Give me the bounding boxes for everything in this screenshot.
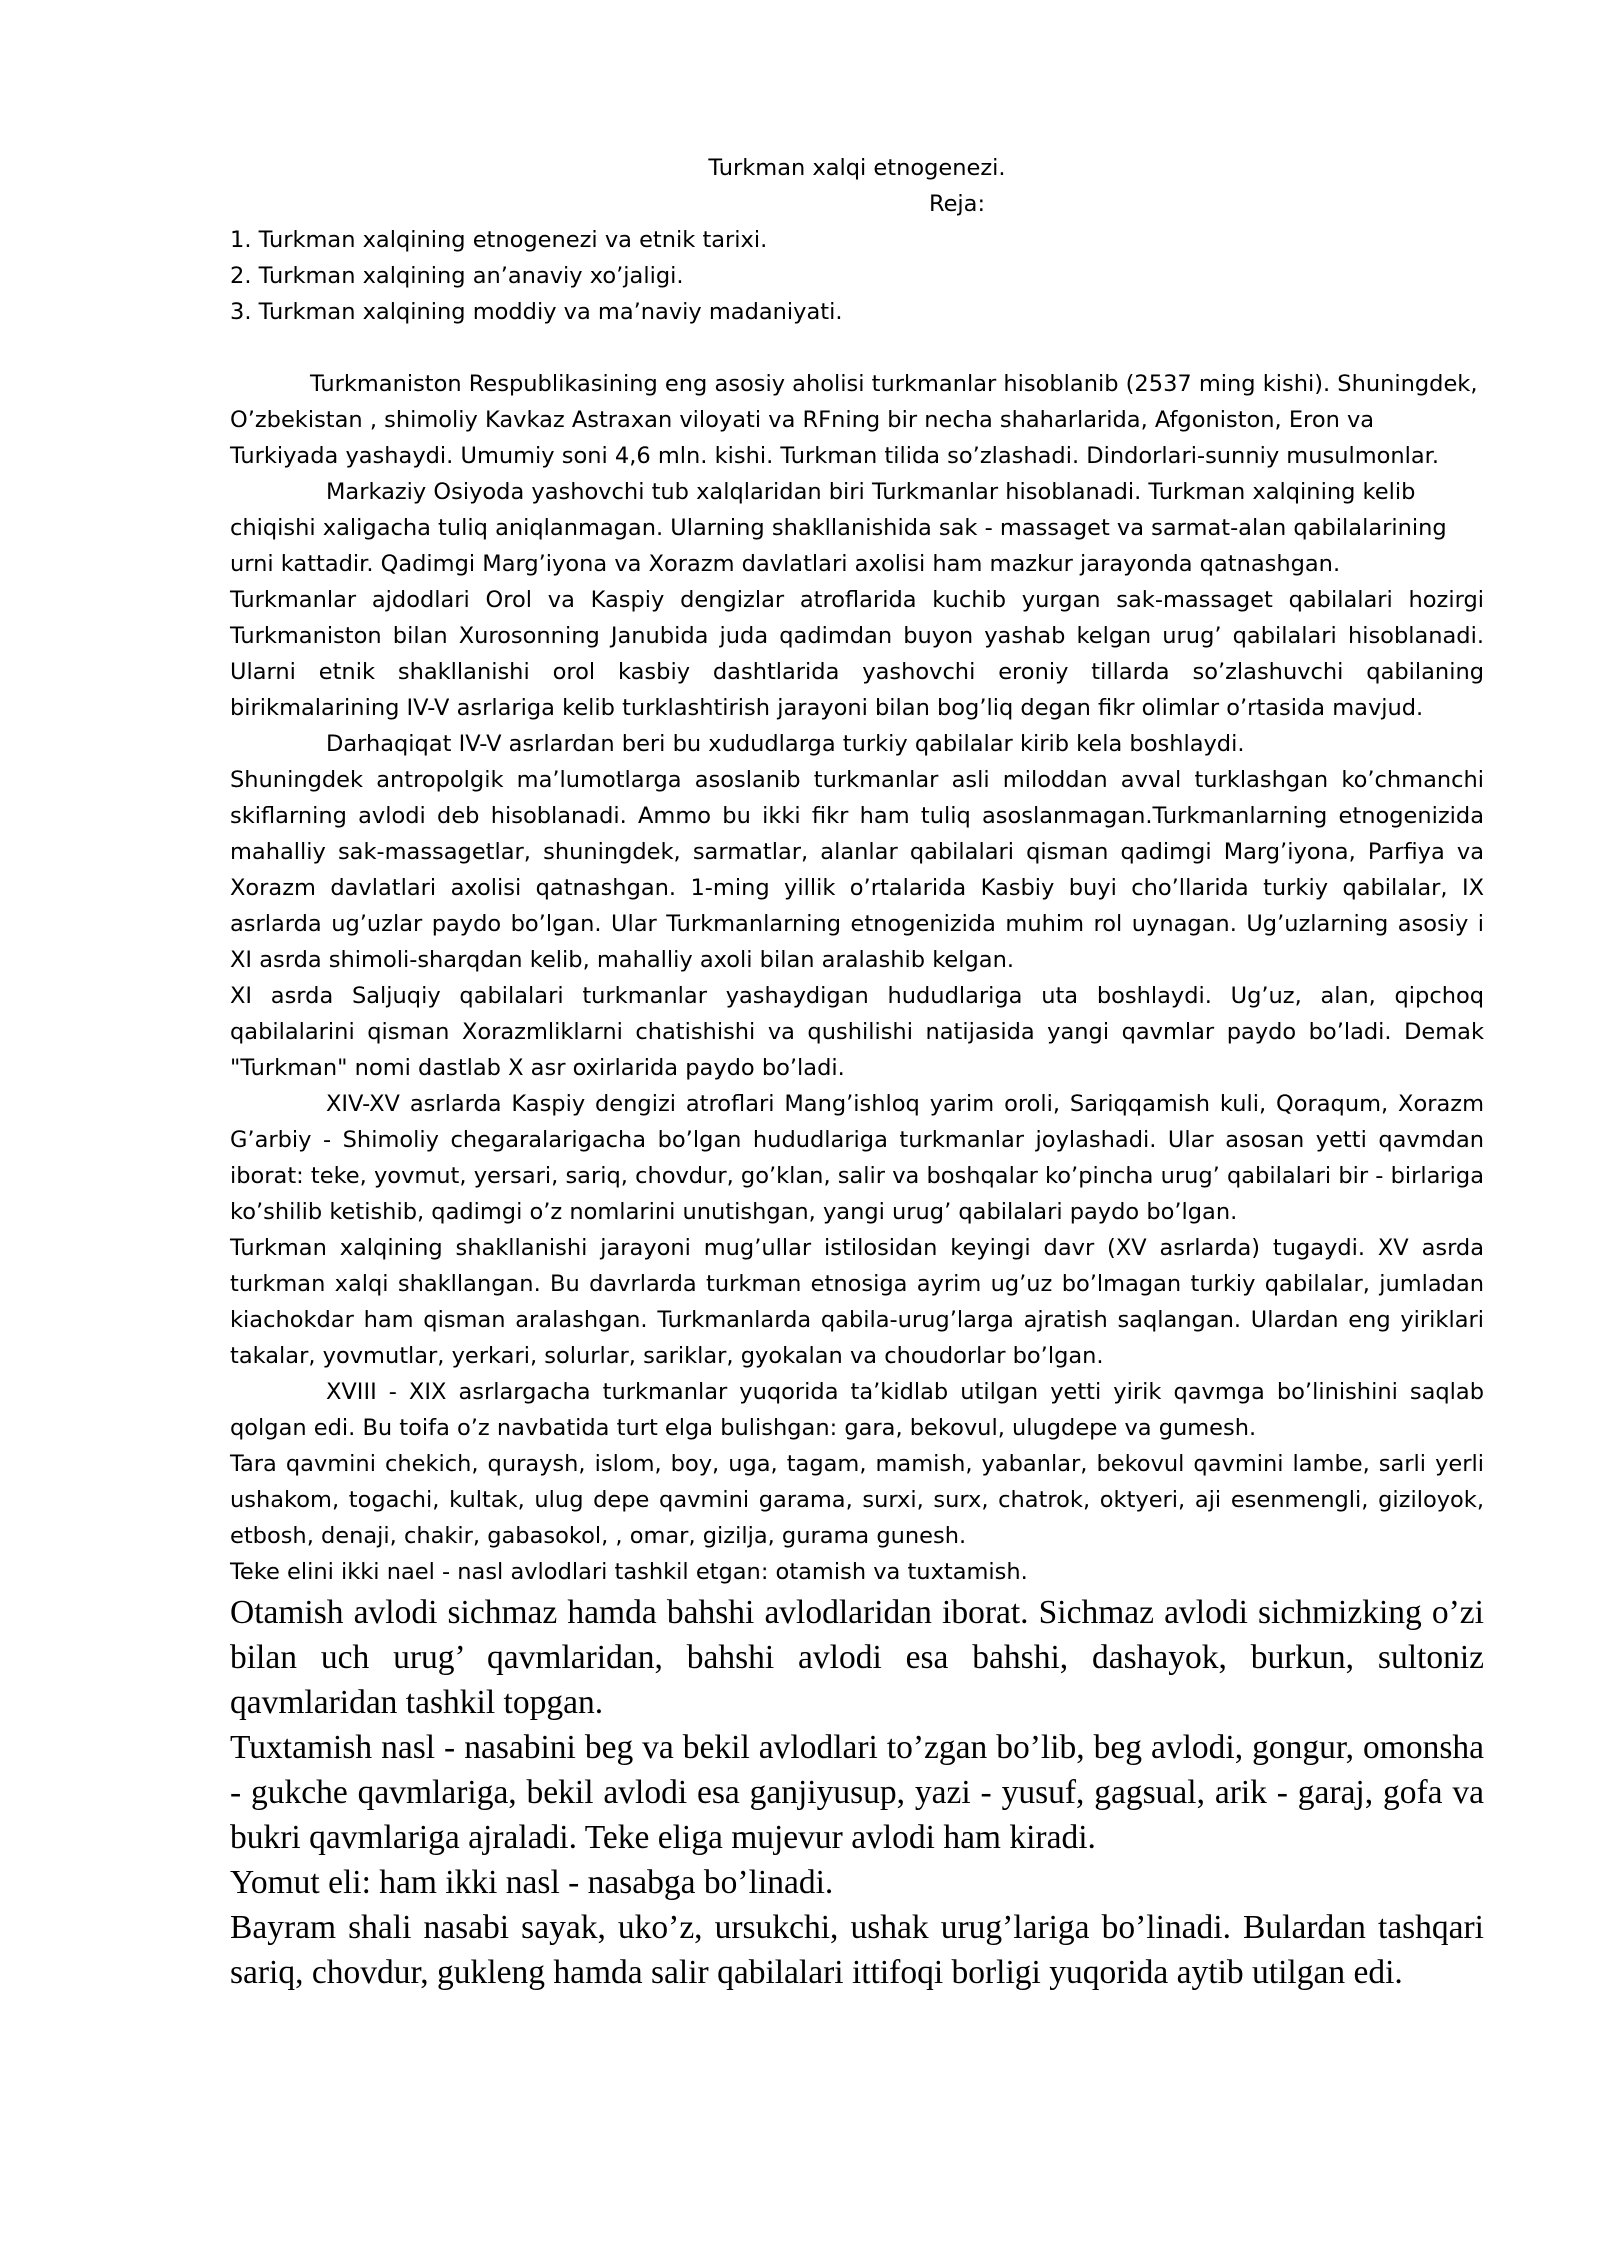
paragraph-otamish: Otamish avlodi sichmaz hamda bahshi avlodlaridan iborat. Sichmaz avlodi sichmizking o’zi bilan uch urug’ qavmlaridan, bahshi avlodi esa bahshi, dashayok, burkun, sultoniz qavmlaridan tashkil topgan. (230, 1594, 1484, 1721)
paragraph-turkic-tribes: Darhaqiqat IV-V asrlardan beri bu xududlarga turkiy qabilalar kirib kela boshlaydi. (326, 731, 1245, 757)
document-title: Turkman xalqi etnogenezi. (708, 155, 1006, 181)
paragraph-teke-el: Teke elini ikki nael - nasl avlodlari tashkil etgan: otamish va tuxtamish. (230, 1559, 1028, 1585)
paragraph-tuxtamish: Tuxtamish nasl - nasabini beg va bekil avlodlari to’zgan bo’lib, beg avlodi, gongur, omonsha - gukche qavmlariga, bekil avlodi esa ganjiyusup, yazi - yusuf, gagsual, arik - garaj, gofa va bukri qavmlariga ajraladi. Teke eliga mujevur avlodi ham kiradi. (230, 1729, 1484, 1856)
paragraph-anthropology: Shuningdek antropolgik ma’lumotlarga asoslanib turkmanlar asli miloddan avval turklashgan ko’chmanchi skiflarning avlodi deb hisoblanadi. Ammo bu ikki fikr ham tuliq asoslanmagan.Turkmanlarning etnogenizida mahalliy sak-massagetlar, shuningdek, sarmatlar, alanlar qabilalari qisman qadimgi Marg’iyona, Parfiya va Xorazm davlatlari axolisi qatnashgan. 1-ming yillik o’rtalarida Kasbiy buyi cho’llarida turkiy qabilalar, IX asrlarda ug’uzlar paydo bo’lgan. Ular Turkmanlarning etnogenizida muhim rol uynagan. Ug’uzlarning asosiy i XI asrda shimoli-sharqdan kelib, mahalliy axoli bilan aralashib kelgan. (230, 767, 1484, 973)
paragraph-origin: Markaziy Osiyoda yashovchi tub xalqlaridan biri Turkmanlar hisoblanadi. Turkman xalqining kelib chiqishi xaligacha tuliq aniqlanmagan. Ularning shakllanishida sak - massaget va sarmat-alan qabilalarining urni kattadir. Qadimgi Marg’iyona va Xorazm davlatlari axolisi ham mazkur jarayonda qatnashgan. (230, 479, 1447, 577)
paragraph-formation: Turkman xalqining shakllanishi jarayoni mug’ullar istilosidan keyingi davr (XV asrlarda) tugaydi. XV asrda turkman xalqi shakllangan. Bu davrlarda turkman etnosiga ayrim ug’uz bo’lmagan turkiy qabilalar, jumladan kiachokdar ham qisman aralashgan. Turkmanlarda qabila-urug’larga ajratish saqlangan. Ulardan eng yiriklari takalar, yovmutlar, yerkari, solurlar, sariklar, gyokalan va choudorlar bo’lgan. (230, 1235, 1484, 1369)
paragraph-yomut: Yomut eli: ham ikki nasl - nasabga bo’linadi. (230, 1864, 834, 1901)
document-body (230, 150, 1484, 1995)
paragraph-population: Turkmaniston Respublikasining eng asosiy aholisi turkmanlar hisoblanib (2537 ming kishi). Shuningdek, O’zbekistan , shimoliy Kavkaz Astraxan viloyati va RFning bir necha shaharlarida, Afgoniston, Eron va Turkiyada yashaydi. Umumiy soni 4,6 mln. kishi. Turkman tilida so’zlashadi. Dindorlari-sunniy musulmonlar. (230, 371, 1478, 469)
paragraph-seljuk: XI asrda Saljuqiy qabilalari turkmanlar yashaydigan hududlariga uta boshlaydi. Ug’uz, alan, qipchoq qabilalarini qisman Xorazmliklarni chatishishi va qushilishi natijasida yangi qavmlar paydo bo’ladi. Demak "Turkman" nomi dastlab X asr oxirlarida paydo bo’ladi. (230, 983, 1484, 1081)
plan-item: 2. Turkman xalqining an’anaviy xo’jaligi. (230, 263, 684, 289)
plan-item: 1. Turkman xalqining etnogenezi va etnik tarixi. (230, 227, 768, 253)
paragraph-tara-tribe: Tara qavmini chekich, quraysh, islom, boy, uga, tagam, mamish, yabanlar, bekovul qavmini lambe, sarli yerli ushakom, togachi, kultak, ulug depe qavmini garama, surxi, surx, chatrok, oktyeri, aji esenmengli, giziloyok, etbosh, denaji, chakir, gabasokol, , omar, gizilja, gurama gunesh. (230, 1451, 1484, 1549)
paragraph-seven-tribes: XIV-XV asrlarda Kaspiy dengizi atroflari Mang’ishloq yarim oroli, Sariqqamish kuli, Qoraqum, Xorazm G’arbiy - Shimoliy chegaralarigacha bo’lgan hududlariga turkmanlar joylashadi. Ular asosan yetti qavmdan iborat: teke, yovmut, yersari, sariq, chovdur, go’klan, salir va boshqalar ko’pincha urug’ qabilalari bir - birlariga ko’shilib ketishib, qadimgi o’z nomlarini unutishgan, yangi urug’ qabilalari paydo bo’lgan. (230, 1091, 1484, 1225)
plan-heading: Reja: (928, 191, 986, 217)
plan-item: 3. Turkman xalqining moddiy va ma’naviy madaniyati. (230, 299, 843, 325)
spacer (230, 330, 1484, 366)
paragraph-bayram-shali: Bayram shali nasabi sayak, uko’z, ursukchi, ushak urug’lariga bo’linadi. Bulardan tashqari sariq, chovdur, gukleng hamda salir qabilalari ittifoqi borligi yuqorida aytib utilgan edi. (230, 1909, 1484, 1991)
paragraph-ancestors: Turkmanlar ajdodlari Orol va Kaspiy dengizlar atroflarida kuchib yurgan sak-massaget qabilalari hozirgi Turkmaniston bilan Xurosonning Janubida juda qadimdan buyon yashab kelgan urug’ qabilalari hisoblanadi. Ularni etnik shakllanishi orol kasbiy dashtlarida yashovchi eroniy tillarda so’zlashuvchi qabilaning birikmalarining IV-V asrlariga kelib turklashtirish jarayoni bilan bog’liq degan fikr olimlar o’rtasida mavjud. (230, 587, 1484, 721)
paragraph-four-els: XVIII - XIX asrlargacha turkmanlar yuqorida ta’kidlab utilgan yetti yirik qavmga bo’linishini saqlab qolgan edi. Bu toifa o’z navbatida turt elga bulishgan: gara, bekovul, ulugdepe va gumesh. (230, 1379, 1484, 1441)
plan-list (230, 222, 1484, 330)
